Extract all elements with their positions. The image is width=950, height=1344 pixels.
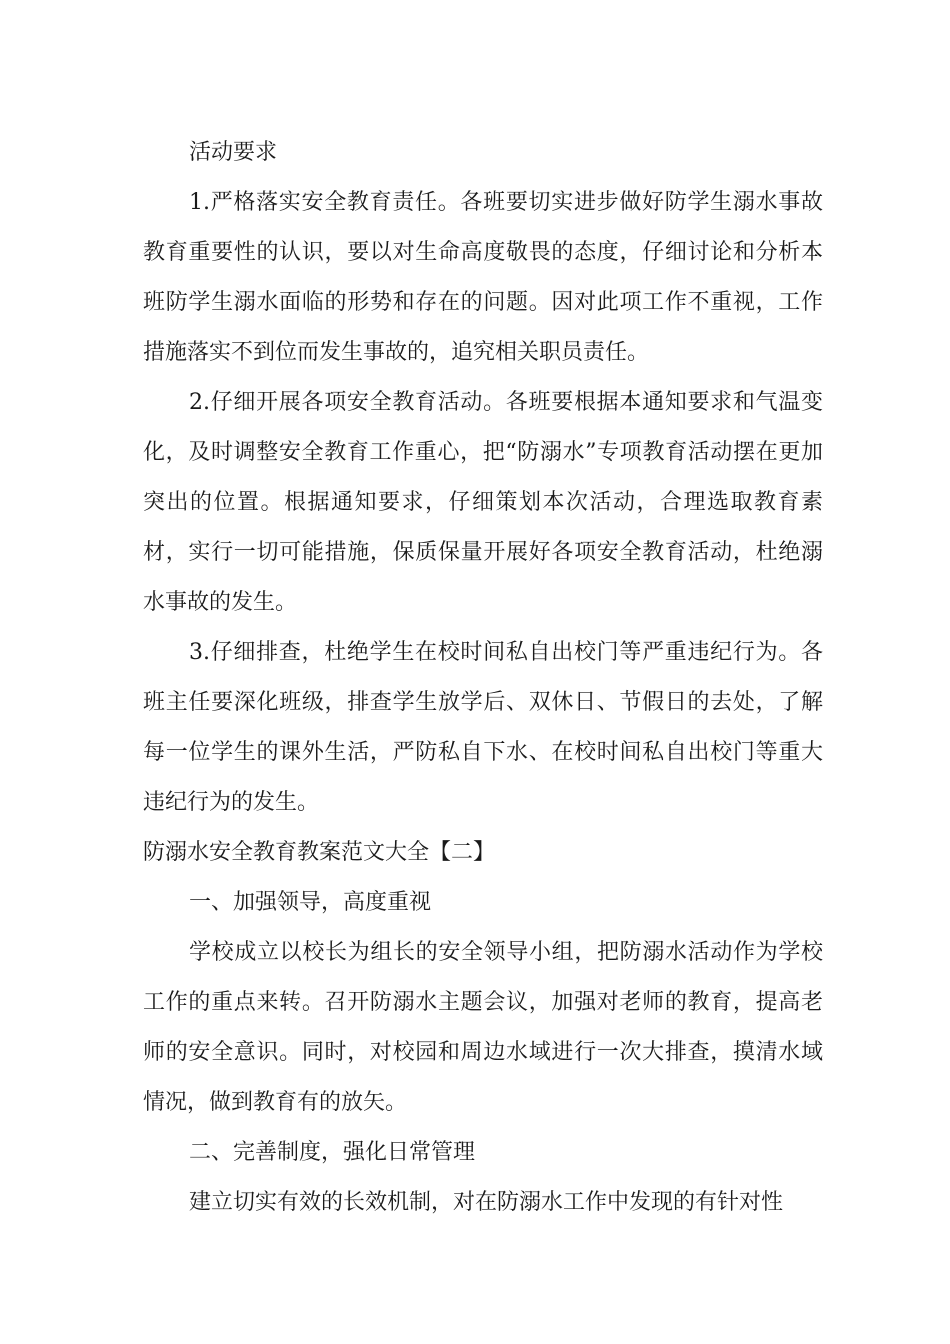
paragraph-mechanism: 建立切实有效的长效机制，对在防溺水工作中发现的有针对性 (189, 1190, 784, 1215)
subheading-1: 一、加强领导，高度重视 (189, 890, 432, 915)
section-title: 防溺水安全教育教案范文大全【二】 (143, 840, 496, 865)
paragraph-leadership: 学校成立以校长为组长的安全领导小组，把防溺水活动作为学校工作的重点来转。召开防溺水主题会议，加强对老师的教育，提高老师的安全意识。同时，对校园和周边水域进行一次大排查，摸清水域情况，做到教育有的放矢。 (143, 940, 823, 1115)
paragraph-item-1: 1.严格落实安全教育责任。各班要切实进步做好防学生溺水事故教育重要性的认识，要以对生命高度敬畏的态度，仔细讨论和分析本班防学生溺水面临的形势和存在的问题。因对此项工作不重视，工作措施落实不到位而发生事故的，追究相关职员责任。 (143, 190, 823, 365)
paragraph-activity-requirements-heading: 活动要求 (189, 140, 278, 165)
paragraph-item-2: 2.仔细开展各项安全教育活动。各班要根据本通知要求和气温变化，及时调整安全教育工作重心，把“防溺水”专项教育活动摆在更加突出的位置。根据通知要求，仔细策划本次活动，合理选取教育素材，实行一切可能措施，保质保量开展好各项安全教育活动，杜绝溺水事故的发生。 (143, 390, 823, 615)
document-body (143, 128, 823, 1228)
paragraph-item-3: 3.仔细排查，杜绝学生在校时间私自出校门等严重违纪行为。各班主任要深化班级，排查学生放学后、双休日、节假日的去处，了解每一位学生的课外生活，严防私自下水、在校时间私自出校门等重大违纪行为的发生。 (143, 640, 823, 815)
subheading-2: 二、完善制度，强化日常管理 (189, 1140, 476, 1165)
